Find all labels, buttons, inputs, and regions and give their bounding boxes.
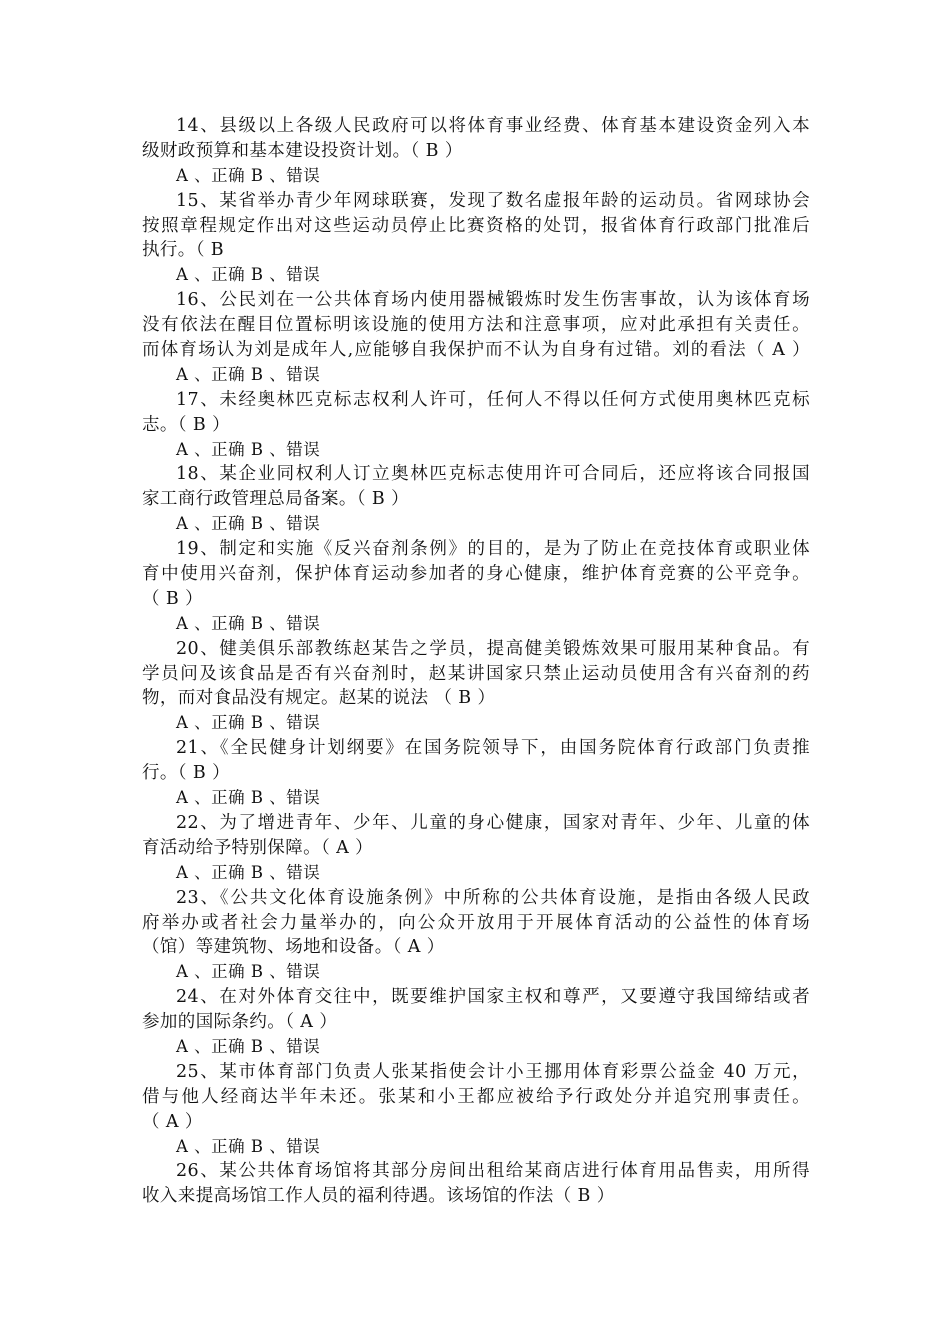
question-text-line: 家工商行政管理总局备案。（ B ） xyxy=(142,489,410,510)
question-26 xyxy=(142,1159,810,1209)
question-text-line: 育中使用兴奋剂，保护体育运动参加者的身心健康，维护体育竞赛的公平竞争。 xyxy=(142,564,810,585)
answer-options: A 、正确 B 、错误 xyxy=(176,862,321,882)
answer-options: A 、正确 B 、错误 xyxy=(176,1136,321,1156)
question-23 xyxy=(142,886,810,986)
question-text-line: （ A ） xyxy=(142,1111,203,1132)
question-text-line: 而体育场认为刘是成年人,应能够自我保护而不认为自身有过错。刘的看法（ A ） xyxy=(142,340,810,361)
question-text-line: 执行。（ B xyxy=(142,240,225,261)
question-text-line: 20、健美俱乐部教练赵某告之学员，提高健美锻炼效果可服用某种食品。有 xyxy=(176,638,810,659)
answer-options: A 、正确 B 、错误 xyxy=(176,514,321,534)
question-text-line: 21、《全民健身计划纲要》在国务院领导下，由国务院体育行政部门负责推 xyxy=(176,738,810,759)
question-text-line: 级财政预算和基本建设投资计划。（ B ） xyxy=(142,140,463,161)
answer-options: A 、正确 B 、错误 xyxy=(176,788,321,808)
question-22 xyxy=(142,811,810,886)
answer-options: A 、正确 B 、错误 xyxy=(176,962,321,982)
question-18 xyxy=(142,462,810,537)
question-text-line: 16、公民刘在一公共体育场内使用器械锻炼时发生伤害事故，认为该体育场 xyxy=(176,290,810,311)
question-text-line: （ B ） xyxy=(142,588,203,609)
question-20 xyxy=(142,637,810,737)
answer-options: A 、正确 B 、错误 xyxy=(176,613,321,633)
question-text-line: 收入来提高场馆工作人员的福利待遇。该场馆的作法（ B ） xyxy=(142,1186,615,1207)
question-text-line: 18、某企业同权利人订立奥林匹克标志使用许可合同后，还应将该合同报国 xyxy=(176,464,810,485)
document-page xyxy=(142,114,810,1209)
answer-options: A 、正确 B 、错误 xyxy=(176,1036,321,1056)
question-text-line: 15、某省举办青少年网球联赛，发现了数名虚报年龄的运动员。省网球协会 xyxy=(176,190,810,211)
question-text-line: 借与他人经商达半年未还。张某和小王都应被给予行政处分并追究刑事责任。 xyxy=(142,1086,810,1107)
question-16 xyxy=(142,288,810,388)
question-19 xyxy=(142,537,810,637)
question-text-line: 府举办或者社会力量举办的，向公众开放用于开展体育活动的公益性的体育场 xyxy=(142,912,810,933)
question-text-line: 26、某公共体育场馆将其部分房间出租给某商店进行体育用品售卖，用所得 xyxy=(176,1161,810,1182)
question-text-line: （馆）等建筑物、场地和设备。（ A ） xyxy=(142,937,445,958)
question-text-line: 22、为了增进青年、少年、儿童的身心健康，国家对青年、少年、儿童的体 xyxy=(176,812,810,833)
question-text-line: 学员问及该食品是否有兴奋剂时，赵某讲国家只禁止运动员使用含有兴奋剂的药 xyxy=(142,663,810,684)
question-25 xyxy=(142,1060,810,1160)
question-text-line: 按照章程规定作出对这些运动员停止比赛资格的处罚，报省体育行政部门批准后 xyxy=(142,215,810,236)
question-24 xyxy=(142,985,810,1060)
question-17 xyxy=(142,388,810,463)
question-text-line: 参加的国际条约。（ A ） xyxy=(142,1012,338,1033)
question-text-line: 行。（ B ） xyxy=(142,763,231,784)
question-text-line: 育活动给予特别保障。（ A ） xyxy=(142,837,374,858)
answer-options: A 、正确 B 、错误 xyxy=(176,165,321,185)
question-text-line: 25、某市体育部门负责人张某指使会计小王挪用体育彩票公益金 40 万元， xyxy=(176,1061,810,1082)
question-text-line: 志。（ B ） xyxy=(142,414,231,435)
question-21 xyxy=(142,736,810,811)
answer-options: A 、正确 B 、错误 xyxy=(176,265,321,285)
answer-options: A 、正确 B 、错误 xyxy=(176,439,321,459)
answer-options: A 、正确 B 、错误 xyxy=(176,713,321,733)
question-text-line: 17、未经奥林匹克标志权利人许可，任何人不得以任何方式使用奥林匹克标 xyxy=(176,389,810,410)
question-15 xyxy=(142,189,810,289)
question-text-line: 23、《公共文化体育设施条例》中所称的公共体育设施，是指由各级人民政 xyxy=(176,887,810,908)
question-14 xyxy=(142,114,810,189)
question-text-line: 24、在对外体育交往中，既要维护国家主权和尊严，又要遵守我国缔结或者 xyxy=(176,987,810,1008)
answer-options: A 、正确 B 、错误 xyxy=(176,364,321,384)
question-text-line: 14、县级以上各级人民政府可以将体育事业经费、体育基本建设资金列入本 xyxy=(176,116,810,136)
question-text-line: 物，而对食品没有规定。赵某的说法 （ B ） xyxy=(142,688,496,709)
question-text-line: 19、制定和实施《反兴奋剂条例》的目的，是为了防止在竞技体育或职业体 xyxy=(176,539,810,560)
question-text-line: 没有依法在醒目位置标明该设施的使用方法和注意事项，应对此承担有关责任。 xyxy=(142,315,810,336)
